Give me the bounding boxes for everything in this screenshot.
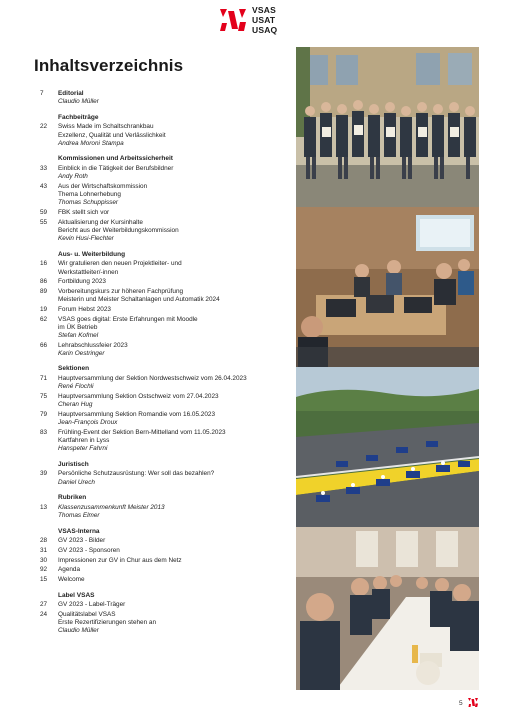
toc-entry-page: 43 bbox=[40, 182, 48, 190]
page-number: 5 bbox=[459, 700, 463, 707]
toc-entry-title: GV 2023 - Bilder bbox=[58, 537, 106, 545]
toc-entry-page: 7 bbox=[40, 90, 44, 97]
toc-entry-body bbox=[58, 537, 286, 545]
toc-entry-author: Thomas Elmer bbox=[58, 512, 100, 520]
toc-entry-page: 33 bbox=[40, 165, 48, 173]
toc-entry-body bbox=[58, 219, 286, 244]
toc-entry-title: Wir gratulieren den neuen Projektleiter- und bbox=[58, 260, 182, 268]
vsas-small-logo-icon bbox=[468, 698, 478, 708]
toc-section bbox=[34, 365, 286, 453]
photo-kart-track bbox=[296, 367, 479, 527]
toc-entry-body bbox=[58, 547, 286, 555]
photo-column bbox=[296, 47, 479, 690]
toc-entry-author: Kevin Husi-Flechter bbox=[58, 235, 114, 243]
toc-entry-page: 13 bbox=[40, 503, 48, 511]
toc-entry-title: FBK stellt sich vor bbox=[58, 209, 110, 217]
toc-entry[interactable] bbox=[34, 375, 286, 391]
toc-entry-title: Kartfahren in Lyss bbox=[58, 437, 110, 444]
toc-entry-body bbox=[58, 209, 286, 217]
toc-entry-page: 39 bbox=[40, 470, 48, 478]
toc-entry-title: VSAS goes digital: Erste Erfahrungen mit Moodle bbox=[58, 315, 198, 323]
toc-entry[interactable] bbox=[34, 316, 286, 341]
toc-entry-body bbox=[58, 90, 286, 106]
toc-section bbox=[34, 251, 286, 358]
toc-section-title: Aus- u. Weiterbildung bbox=[58, 250, 126, 258]
toc-entry-title: Klassenzusammenkunft Meister 2013 bbox=[58, 503, 165, 511]
toc-section bbox=[34, 528, 286, 585]
toc-entry-page: 31 bbox=[40, 546, 48, 554]
toc-entry-title: Swiss Made im Schaltschrankbau bbox=[58, 123, 154, 131]
toc-entry[interactable] bbox=[34, 537, 286, 545]
toc-entry-body bbox=[58, 411, 286, 427]
toc-entry[interactable] bbox=[34, 547, 286, 555]
toc-section bbox=[34, 494, 286, 520]
toc-entry-title: GV 2023 - Label-Träger bbox=[58, 601, 126, 609]
toc-entry-page: 66 bbox=[40, 341, 48, 349]
toc-entry-body bbox=[58, 375, 286, 391]
toc-entry-author: Daniel Urech bbox=[58, 478, 95, 486]
toc-entry-body bbox=[58, 165, 286, 181]
toc-entry[interactable] bbox=[34, 601, 286, 609]
toc-entry-body bbox=[58, 316, 286, 341]
toc-entry-author: Andy Roth bbox=[58, 173, 88, 181]
toc-entry-title: Persönliche Schutzausrüstung: Wer soll das bezahlen? bbox=[58, 470, 215, 478]
toc-entry-page: 30 bbox=[40, 556, 48, 564]
toc-entry[interactable] bbox=[34, 278, 286, 286]
logo-line-1: VSAS bbox=[252, 5, 276, 15]
toc-entry-author: Claudio Müller bbox=[58, 98, 99, 106]
toc-entry-page: 62 bbox=[40, 315, 48, 323]
toc-entry[interactable] bbox=[34, 470, 286, 486]
toc-entry-title: im ÜK Betrieb bbox=[58, 323, 98, 331]
toc-entry-title: Hauptversammlung Sektion Romandie vom 16.05.2023 bbox=[58, 410, 216, 418]
toc-entry-title: Thema Lohnerhebung bbox=[58, 191, 121, 199]
toc-entry-page: 16 bbox=[40, 260, 48, 268]
toc-section bbox=[34, 114, 286, 148]
toc-entry-author: Karin Oestringer bbox=[58, 349, 105, 357]
toc-entry-body bbox=[58, 306, 286, 314]
toc-entry-title: Impressionen zur GV in Chur aus dem Netz bbox=[58, 556, 182, 564]
toc-entry-page: 15 bbox=[40, 576, 48, 584]
toc-entry[interactable] bbox=[34, 219, 286, 244]
toc-entry[interactable] bbox=[34, 411, 286, 427]
toc-entry-title: Einblick in die Tätigkeit der Berufsbildner bbox=[58, 165, 174, 173]
toc-entry-author: Hanspeter Fahrni bbox=[58, 445, 108, 453]
toc-entry-title: Vorbereitungskurs zur höheren Fachprüfung bbox=[58, 287, 184, 295]
toc-entry-title: Aktualisierung der Kursinhalte bbox=[58, 218, 143, 226]
photo-group-certificates bbox=[296, 47, 479, 207]
toc-entry-title: Qualitätslabel VSAS bbox=[58, 610, 116, 618]
toc-entry[interactable] bbox=[34, 183, 286, 208]
toc-entry-author: Cheran Hug bbox=[58, 401, 93, 409]
toc-entry-author: René Flochli bbox=[58, 383, 94, 391]
photo-meeting-laptops bbox=[296, 207, 479, 367]
toc-entry[interactable] bbox=[34, 393, 286, 409]
toc-entry-title: Frühling-Event der Sektion Bern-Mittelland vom 11.05.2023 bbox=[58, 428, 226, 436]
toc-entry-title: Agenda bbox=[58, 566, 81, 574]
toc-entry-author: Jean-François Droux bbox=[58, 419, 118, 427]
toc-entry-page: 75 bbox=[40, 392, 48, 400]
toc-entry-page: 24 bbox=[40, 610, 48, 618]
toc-entry-title: Hauptversammlung der Sektion Nordwestschweiz vom 26.04.2023 bbox=[58, 375, 247, 383]
toc-entry-page: 83 bbox=[40, 428, 48, 436]
toc-entry-body bbox=[58, 566, 286, 574]
toc-entry-body bbox=[58, 470, 286, 486]
toc-entry[interactable] bbox=[34, 504, 286, 520]
toc-entry[interactable] bbox=[34, 576, 286, 584]
toc-section-title: Sektionen bbox=[58, 365, 90, 373]
toc-section bbox=[34, 155, 286, 243]
toc-entry[interactable] bbox=[34, 165, 286, 181]
table-of-contents bbox=[34, 90, 286, 643]
toc-entry-body bbox=[58, 183, 286, 208]
toc-entry-page: 89 bbox=[40, 287, 48, 295]
toc-section bbox=[34, 461, 286, 487]
toc-entry[interactable] bbox=[34, 306, 286, 314]
toc-entry-title: Werkstattleiter/-innen bbox=[58, 268, 119, 276]
toc-entry-page: 92 bbox=[40, 566, 48, 574]
logo-line-2: USAT bbox=[252, 15, 276, 25]
toc-entry[interactable] bbox=[34, 209, 286, 217]
toc-entry-page: 27 bbox=[40, 601, 48, 609]
photo-dinner-table bbox=[296, 527, 479, 690]
toc-entry-author: Claudio Müller bbox=[58, 627, 99, 635]
toc-entry-title: Exzellenz, Qualität und Verlässlichkeit bbox=[58, 131, 166, 139]
toc-entry-body bbox=[58, 601, 286, 609]
toc-entry-body bbox=[58, 342, 286, 358]
toc-entry[interactable] bbox=[34, 123, 286, 148]
toc-entry-author: Andrea Moroni Stampa bbox=[58, 139, 124, 147]
toc-entry-title: Fortbildung 2023 bbox=[58, 278, 106, 286]
toc-entry-body bbox=[58, 123, 286, 148]
toc-entry-body bbox=[58, 278, 286, 286]
toc-section-title: Label VSAS bbox=[58, 591, 95, 599]
toc-entry-body bbox=[58, 288, 286, 304]
vsas-logo-text bbox=[252, 5, 277, 35]
toc-section-title: Kommissionen und Arbeitssicherheit bbox=[58, 155, 173, 163]
toc-entry[interactable] bbox=[34, 557, 286, 565]
toc-entry-title: Welcome bbox=[58, 576, 85, 584]
toc-entry-page: 22 bbox=[40, 123, 48, 131]
toc-entry-body bbox=[58, 557, 286, 565]
toc-section-title: Fachbeiträge bbox=[58, 113, 99, 121]
toc-entry[interactable] bbox=[34, 429, 286, 454]
vsas-logo-mark-icon bbox=[218, 7, 248, 33]
toc-section bbox=[34, 592, 286, 636]
toc-entry[interactable] bbox=[34, 611, 286, 636]
toc-entry[interactable] bbox=[34, 566, 286, 574]
toc-entry-body bbox=[58, 429, 286, 454]
toc-entry-author: Thomas Schuppisser bbox=[58, 199, 119, 207]
toc-entry-title: Hauptversammlung Sektion Ostschweiz vom 27.04.2023 bbox=[58, 392, 219, 400]
toc-entry-page: 59 bbox=[40, 209, 48, 217]
toc-entry-page: 55 bbox=[40, 218, 48, 226]
toc-entry-title: Bericht aus der Weiterbildungskommission bbox=[58, 226, 179, 234]
toc-entry-page: 19 bbox=[40, 305, 48, 313]
toc-entry-page: 28 bbox=[40, 537, 48, 545]
toc-entry-body bbox=[58, 611, 286, 636]
toc-entry-body bbox=[58, 260, 286, 276]
toc-entry-body bbox=[58, 576, 286, 584]
toc-entry-title: Lehrabschlussfeier 2023 bbox=[58, 341, 128, 349]
toc-entry-title: Aus der Wirtschaftskommission bbox=[58, 182, 148, 190]
toc-entry[interactable] bbox=[34, 90, 286, 106]
toc-entry[interactable] bbox=[34, 260, 286, 276]
toc-entry-title: Erste Rezertifizierungen stehen an bbox=[58, 619, 157, 627]
toc-entry-title: Meisterin und Meister Schaltanlagen und Automatik 2024 bbox=[58, 296, 220, 304]
logo-line-3: USAQ bbox=[252, 25, 278, 35]
toc-section-title: VSAS-Interna bbox=[58, 527, 100, 535]
toc-entry-title: Editorial bbox=[58, 90, 84, 97]
toc-entry-page: 71 bbox=[40, 375, 48, 383]
page-title: Inhaltsverzeichnis bbox=[34, 56, 184, 75]
toc-entry-title: Forum Hebst 2023 bbox=[58, 305, 111, 313]
toc-entry[interactable] bbox=[34, 342, 286, 358]
toc-entry[interactable] bbox=[34, 288, 286, 304]
toc-entry-body bbox=[58, 393, 286, 409]
toc-section-title: Rubriken bbox=[58, 494, 87, 502]
toc-section bbox=[34, 90, 286, 106]
vsas-logo bbox=[218, 5, 298, 37]
toc-entry-body bbox=[58, 504, 286, 520]
toc-entry-page: 79 bbox=[40, 410, 48, 418]
toc-section-title: Juristisch bbox=[58, 460, 89, 468]
toc-entry-author: Stefan Kofmel bbox=[58, 331, 99, 339]
toc-entry-page: 86 bbox=[40, 278, 48, 286]
toc-entry-title: GV 2023 - Sponsoren bbox=[58, 546, 120, 554]
